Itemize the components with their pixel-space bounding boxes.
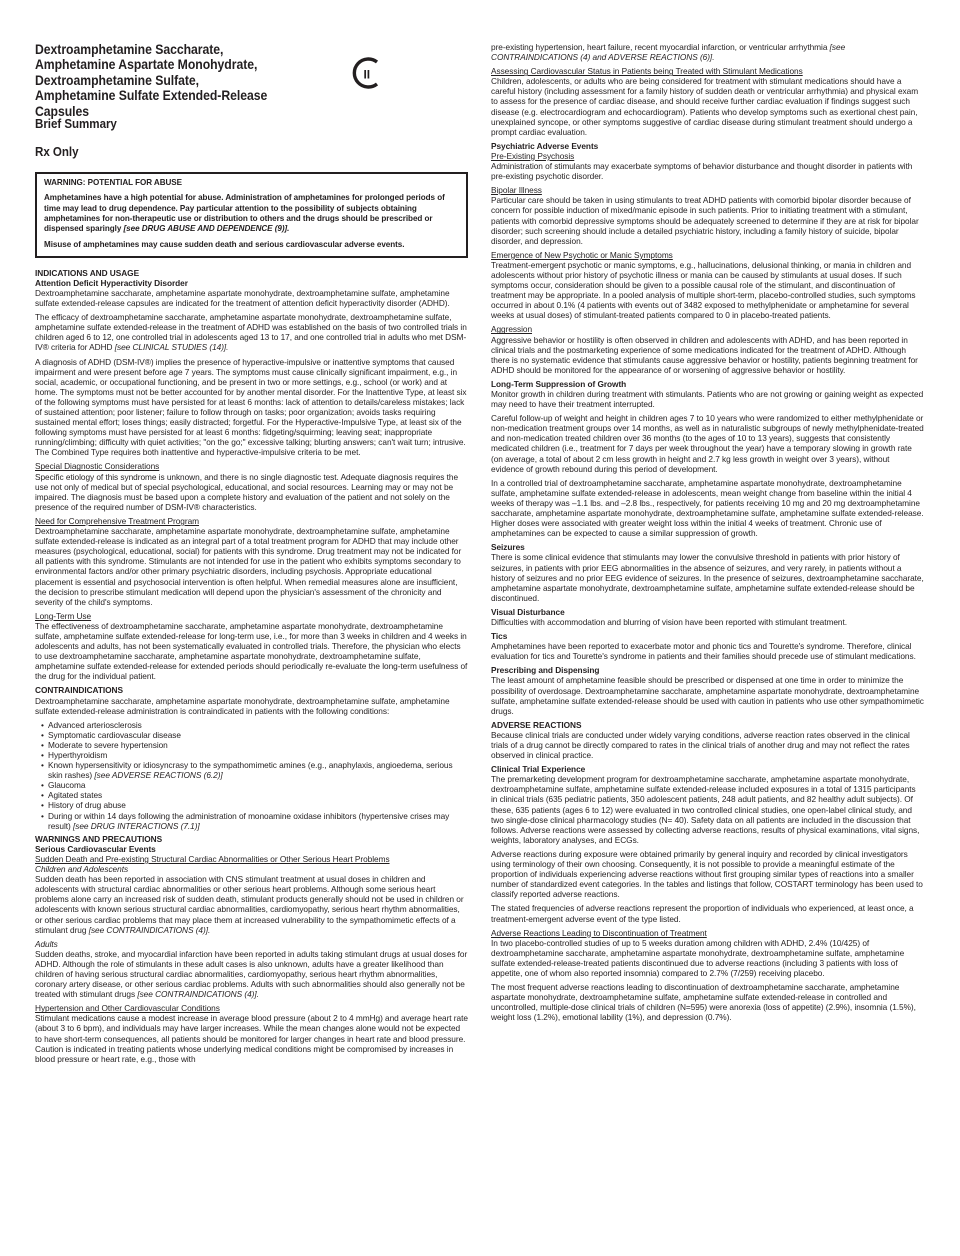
paragraph: In a controlled trial of dextroamphetamine saccharate, amphetamine aspartate monohydrate, dextroamphetamine sulfate, amphetamine sulfate extended-release in adolescents, mean weight change from baseline within the initial 4 weeks of therapy was –1.1 lbs. and –2.8 lbs., respectively, for patients receiving 10 mg and 20 mg dextroamphetamine saccharate, amphetamine aspartate monohydrate, dextroamphetamine sulfate, amphetamine sulfate extended-release. Higher doses were associated with greater weight loss within the initial 4 weeks of treatment. Chronic use of amphetamines can be expected to cause a similar suppression of growth. [491, 477, 924, 539]
subsection-heading: Children and Adolescents [35, 864, 129, 875]
subsection-heading: Bipolar Illness [491, 185, 542, 196]
paragraph [35, 874, 468, 935]
paragraph: Particular care should be taken in using stimulants to treat ADHD patients with comorbid bipolar disorder because of concern for possible induction of mixed/manic episode in such patients. Prior to initiating treatment with a stimulant, patients with comorbid depressive symptoms should be adequately screened to determine if they are at risk for bipolar disorder; such screening should include a detailed psychiatric history, including a family history of suicide, bipolar disorder, and depression. [491, 195, 919, 246]
title-line: Amphetamine Sulfate Extended-Release Capsules [35, 88, 268, 119]
cross-reference: [see ADVERSE REACTIONS (6.2)] [94, 770, 223, 781]
drug-title [35, 42, 323, 119]
warning-text-main: Amphetamines have a high potential for abuse. Administration of amphetamines for prolonged periods of time may lead to drug dependence. Pay particular attention to the possibility of subjects obtaining amphetamines for non-therapeutic use or distribution to others and the drugs should be prescribed or dispensed sparingly [44, 193, 445, 234]
section-heading: INDICATIONS AND USAGE [35, 267, 140, 278]
list-item-text: Known hypersensitivity or idiosyncrasy to the sympathomimetic amines (e.g., anaphylaxis, angioedema, serious skin rashes) [48, 760, 453, 781]
subsection-heading: Pre-Existing Psychosis [491, 150, 575, 161]
list-item: • Advanced arteriosclerosis [41, 720, 468, 730]
subsection-heading: Adults [35, 938, 58, 949]
brief-summary-heading: Brief Summary [35, 117, 117, 131]
paragraph: Because clinical trials are conducted under widely varying conditions, adverse reaction rates observed in the clinical trials of a drug cannot be directly compared to rates in the clinical trials of another drug and may not reflect the rates observed in clinical practice. [491, 729, 910, 761]
paragraph: The premarketing development program for dextroamphetamine saccharate, amphetamine aspartate monohydrate, dextroamphetamine sulfate, amphetamine sulfate extended-release included exposures in a total of 1315 participants in clinical trials (635 pediatric patients, 350 adolescent patients, 248 adult patients, and 82 healthy adult subjects). Of these, 635 patients (ages 6 to 12) were evaluated in two controlled clinical studies, one open-label clinical study, and two single-dose clinical pharmacology studies (N= 40). Safety data on all patients are included in the discussion that follows. Adverse reactions were assessed by collecting adverse reactions, results of physical examinations, vital signs, weights, laboratory analyses, and ECGs. [491, 774, 920, 845]
title-block [35, 42, 468, 119]
subsection-heading: Special Diagnostic Considerations [35, 461, 160, 472]
subsection-heading: Long-Term Use [35, 610, 92, 621]
cross-reference: [see CLINICAL STUDIES (14)]. [114, 342, 229, 353]
subsection-heading: Visual Disturbance [491, 606, 565, 617]
paragraph: A diagnosis of ADHD (DSM-IV®) implies the presence of hyperactive-impulsive or inattentive symptoms that caused impairment and were present before age 7 years. The symptoms must cause clinically significant impairment, e.g., in social, academic, or occupational functioning, and be present in two or more settings, e.g., school (or work) and at home. The symptoms must not be better accounted for by another mental disorder. For the Inattentive Type, at least six of the following symptoms must have persisted for at least 6 months: lack of attention to details/careless mistakes; lack of sustained attention; poor listener; failure to follow through on tasks; poor organization; avoids tasks requiring sustained mental effort; loses things; easily distracted; forgetful. For the Hyperactive-Impulsive Type, at least six of the following symptoms must have persisted for at least 6 months: fidgeting/squirming; leaving seat; inappropriate running/climbing; difficulty with quiet activities; "on the go;" excessive talking; blurting answers; can't wait turn; intrusive. The Combined Type requires both inattentive and hyperactive-impulsive criteria to be met. [35, 356, 467, 458]
subsection-heading: Hypertension and Other Cardiovascular Conditions [35, 1003, 220, 1014]
warning-ref: [see DRUG ABUSE AND DEPENDENCE (9)]. [123, 224, 290, 234]
subsection-heading: Long-Term Suppression of Growth [491, 378, 627, 389]
warning-heading: WARNING: POTENTIAL FOR ABUSE [44, 178, 182, 187]
svg-text:II: II [363, 67, 371, 82]
subsection-heading: Sudden Death and Pre-existing Structural Cardiac Abnormalities or Other Serious Heart Problems [35, 853, 390, 864]
list-item [41, 811, 468, 831]
paragraph [35, 312, 468, 352]
paragraph: Dextroamphetamine saccharate, amphetamine aspartate monohydrate, dextroamphetamine sulfate, amphetamine sulfate extended-release is indicated as an integral part of a total treatment program for ADHD that may include other measures (psychological, educational, social) for patients with this syndrome. Drug treatment may not be indicated for all patients with this syndrome. Stimulants are not intended for use in the patient who exhibits symptoms secondary to environmental factors and/or other primary psychiatric disorders, including psychosis. Appropriate educational placement is essential and psychosocial intervention is often helpful. When remedial measures alone are insufficient, the decision to prescribe stimulant medication will depend upon the physician's assessment of the chronicity and severity of the child's symptoms. [35, 526, 462, 607]
paragraph: There is some clinical evidence that stimulants may lower the convulsive threshold in patients with prior history of seizures, in patients with prior EEG abnormalities in the absence of seizures, and very rarely, in patients without a history of seizures and no prior EEG evidence of seizures. In the presence of seizures, dextroamphetamine saccharate, amphetamine aspartate monohydrate, dextroamphetamine sulfate, amphetamine sulfate extended-release should be discontinued. [491, 552, 924, 603]
list-item: • Moderate to severe hypertension [41, 740, 468, 750]
paragraph: Difficulties with accommodation and blurring of vision have been reported with stimulant treatment. [491, 616, 847, 627]
subsection-heading: Adverse Reactions Leading to Discontinuation of Treatment [491, 927, 707, 938]
subsection-heading: Need for Comprehensive Treatment Program [35, 515, 200, 526]
cross-reference: [see DRUG INTERACTIONS (7.1)] [72, 820, 200, 831]
section-heading: ADVERSE REACTIONS [491, 719, 582, 730]
cross-reference: [see CONTRAINDICATIONS (4)]. [88, 924, 211, 935]
list-item: • Glaucoma [41, 780, 468, 790]
paragraph-text: The efficacy of dextroamphetamine saccharate, amphetamine aspartate monohydrate, dextroamphetamine sulfate, amphetamine sulfate extended-release in the treatment of ADHD was established on the basis of two controlled trials in children aged 6 to 12, one controlled trial in adolescents aged 13 to 17, and one controlled trial in adults who met DSM-IV® criteria for ADHD [35, 312, 467, 353]
paragraph-text: Sudden deaths, stroke, and myocardial infarction have been reported in adults taking stimulant drugs at usual doses for ADHD. Although the role of stimulants in these adult cases is also unknown, adults have a greater likelihood than children of having serious structural cardiac abnormalities, cardiomyopathy, serious heart rhythm abnormalities, coronary artery disease, or other serious cardiac problems. Adults with such abnormalities should also generally not be treated with stimulant drugs [35, 948, 468, 1000]
paragraph: The most frequent adverse reactions leading to discontinuation of dextroamphetamine saccharate, amphetamine aspartate monohydrate, dextroamphetamine sulfate, amphetamine sulfate extended-release in controlled and uncontrolled, multiple-dose clinical trials of children (N=595) were anorexia (loss of appetite) (2.9%), insomnia (1.5%), weight loss (1.2%), emotional lability (1%), and depression (0.7%). [491, 982, 916, 1023]
title-line: Dextroamphetamine Saccharate, [35, 42, 224, 57]
paragraph: Adverse reactions during exposure were obtained primarily by general inquiry and recorded by clinical investigators using terminology of their own choosing. Consequently, it is not possible to provide a meaningful estimate of the proportion of individuals experiencing adverse reactions without first grouping similar types of reactions into a smaller number of standardized event categories. In the tables and listings that follow, COSTART terminology has been used to classify reported adverse reactions. [491, 848, 923, 900]
subsection-heading: Serious Cardiovascular Events [35, 843, 156, 854]
list-item: • Symptomatic cardiovascular disease [41, 730, 468, 740]
right-column [491, 42, 924, 1026]
boxed-warning [35, 172, 468, 258]
paragraph: Dextroamphetamine saccharate, amphetamine aspartate monohydrate, dextroamphetamine sulfate, amphetamine sulfate extended-release administration is contraindicated in patients with the following conditions: [35, 695, 450, 716]
list-item: • Hyperthyroidism [41, 750, 468, 760]
warning-misuse-text: Misuse of amphetamines may cause sudden death and serious cardiovascular adverse events. [44, 240, 405, 250]
paragraph: Careful follow-up of weight and height in children ages 7 to 10 years who were randomized to either methylphenidate or non-medication treatment groups over 14 months, as well as in naturalistic subgroups of newly methylphenidate-treated and non-medication treated children over 36 months (to the ages of 10 to 13 years), suggests that consistently medicated children (i.e., treatment for 7 days per week throughout the year) have a temporary slowing in growth rate (on average, a total of about 2 cm less growth in height and 2.7 kg less growth in weight over 3 years), without evidence of growth rebound during this period of development. [491, 413, 924, 474]
paragraph: Stimulant medications cause a modest increase in average blood pressure (about 2 to 4 mmHg) and average heart rate (about 3 to 6 bpm), and individuals may have larger increases. While the mean changes alone would not be expected to have short-term consequences, all patients should be monitored for larger changes in heart rate and blood pressure. Caution is indicated in treating patients whose underlying medical conditions might be compromised by increases in blood pressure or heart rate, e.g., those with [35, 1013, 468, 1064]
subsection-heading: Tics [491, 631, 508, 642]
section-heading: WARNINGS AND PRECAUTIONS [35, 833, 163, 844]
list-item: • History of drug abuse [41, 800, 468, 810]
paragraph: Children, adolescents, or adults who are being considered for treatment with stimulant medications should have a careful history (including assessment for a family history of sudden death or ventricular arrhythmia) and physical exam to assess for the presence of cardiac disease, and should receive further cardiac evaluation if findings suggest such disease (e.g. electrocardiogram and echocardiogram). Patients who develop symptoms such as exertional chest pain, unexplained syncope, or other symptoms suggestive of cardiac disease during stimulant treatment should undergo a prompt cardiac evaluation. [491, 76, 919, 137]
paragraph: In two placebo-controlled studies of up to 5 weeks duration among children with ADHD, 2.4% (10/425) of dextroamphetamine saccharate, amphetamine aspartate monohydrate, dextroamphetamine sulfate, amphetamine sulfate extended-release-treated patients discontinued due to adverse reactions (including 3 patients with loss of appetite, one of whom also reported insomnia) compared to 2.7% (7/259) receiving placebo. [491, 937, 905, 978]
paragraph: Monitor growth in children during treatment with stimulants. Patients who are not growing or gaining weight as expected may need to have their treatment interrupted. [491, 389, 924, 410]
schedule-cii-symbol [351, 56, 385, 90]
paragraph: Amphetamines have been reported to exacerbate motor and phonic tics and Tourette's syndrome. Therefore, clinical evaluation for tics and Tourette's syndrome in patients and their families should precede use of stimulant medications. [491, 641, 916, 662]
list-item [41, 760, 468, 780]
paragraph [491, 42, 924, 62]
paragraph: The least amount of amphetamine feasible should be prescribed or dispensed at one time in order to minimize the possibility of overdosage. Dextroamphetamine saccharate, amphetamine aspartate monohydrate, dextroamphetamine sulfate, amphetamine sulfate extended-release should be used with caution in patients who use other sympathomimetic drugs. [491, 675, 924, 716]
title-line: Amphetamine Aspartate Monohydrate, [35, 57, 258, 73]
paragraph: The stated frequencies of adverse reactions represent the proportion of individuals who experienced, at least once, a treatment-emergent adverse event of the type listed. [491, 903, 914, 924]
paragraph-text: pre-existing hypertension, heart failure, recent myocardial infarction, or ventricular arrhythmia [491, 42, 828, 52]
contraindications-list [35, 720, 468, 831]
subsection-heading: Psychiatric Adverse Events [491, 140, 599, 151]
paragraph: Specific etiology of this syndrome is unknown, and there is no single diagnostic test. Adequate diagnosis requires the use not only of medical but of special psychological, educational, and social resources. Learning may or may not be impaired. The diagnosis must be based upon a complete history and evaluation of the patient and not solely on the presence of the required number of DSM-IV® characteristics. [35, 471, 459, 512]
subsection-heading: Attention Deficit Hyperactivity Disorder [35, 277, 188, 288]
left-column [35, 42, 468, 1068]
subsection-heading: Emergence of New Psychotic or Manic Symptoms [491, 249, 673, 260]
section-heading: CONTRAINDICATIONS [35, 685, 123, 696]
subsection-heading: Clinical Trial Experience [491, 764, 586, 775]
paragraph: Dextroamphetamine saccharate, amphetamine aspartate monohydrate, dextroamphetamine sulfate, amphetamine sulfate extended-release capsules are indicated for the treatment of attention deficit hyperactivity disorder (ADHD). [35, 287, 450, 309]
subsection-heading: Seizures [491, 542, 525, 553]
paragraph-text: Sudden death has been reported in association with CNS stimulant treatment at usual doses in children and adolescents with structural cardiac abnormalities or other serious heart problems. Although some serious heart problems alone carry an increased risk of sudden death, stimulant products generally should not be used in children or adolescents with known serious structural cardiac abnormalities, cardiomyopathy, serious heart rhythm abnormalities, or other serious cardiac problems that may place them at increased vulnerability to the sympathomimetic effects of a stimulant drug [35, 874, 464, 935]
paragraph: Administration of stimulants may exacerbate symptoms of behavior disturbance and thought disorder in patients with pre-existing psychotic disorder. [491, 161, 913, 182]
paragraph [35, 949, 468, 999]
paragraph: Treatment-emergent psychotic or manic symptoms, e.g., hallucinations, delusional thinking, or mania in children and adolescents without prior history of psychotic illness or mania can be caused by stimulants at usual doses. If such symptoms occur, consideration should be given to a possible causal role of the stimulant, and discontinuation of treatment may be appropriate. In a pooled analysis of multiple short-term, placebo-controlled studies, such symptoms occurred in about 0.1% (4 patients with events out of 3482 exposed to methylphenidate or amphetamine for several weeks at usual doses) of stimulant-treated patients compared to 0 in placebo-treated patients. [491, 259, 916, 321]
title-line: Dextroamphetamine Sulfate, [35, 72, 200, 88]
paragraph: The effectiveness of dextroamphetamine saccharate, amphetamine aspartate monohydrate, dextroamphetamine sulfate, amphetamine sulfate extended-release for long-term use, i.e., for more than 3 weeks in children and 4 weeks in adolescents and adults, has not been systematically evaluated in controlled trials. Therefore, the physician who elects to use dextroamphetamine saccharate, amphetamine aspartate monohydrate, dextroamphetamine sulfate, amphetamine sulfate extended-release for extended periods should periodically re-evaluate the long-term usefulness of the drug for the individual patient. [35, 620, 468, 682]
list-item-text: During or within 14 days following the administration of monoamine oxidase inhibitors (hypertensive crises may result) [48, 810, 450, 831]
list-item: • Agitated states [41, 790, 468, 800]
subsection-heading: Aggression [491, 324, 533, 335]
subsection-heading: Prescribing and Dispensing [491, 665, 600, 676]
rx-only-label: Rx Only [35, 145, 79, 159]
warning-text [44, 193, 459, 234]
subsection-heading: Assessing Cardiovascular Status in Patients being Treated with Stimulant Medications [491, 66, 803, 77]
paragraph: Aggressive behavior or hostility is often observed in children and adolescents with ADHD, and has been reported in clinical trials and the postmarketing experience of some medications indicated for the treatment of ADHD. Although there is no systematic evidence that stimulants cause aggressive behavior or hostility, patients beginning treatment for ADHD should be monitored for the appearance of or worsening of aggressive behavior or hostility. [491, 334, 918, 375]
cross-reference: [see CONTRAINDICATIONS (4) and ADVERSE REACTIONS (6)]. [491, 42, 846, 63]
cross-reference: [see CONTRAINDICATIONS (4)]. [137, 989, 259, 1000]
